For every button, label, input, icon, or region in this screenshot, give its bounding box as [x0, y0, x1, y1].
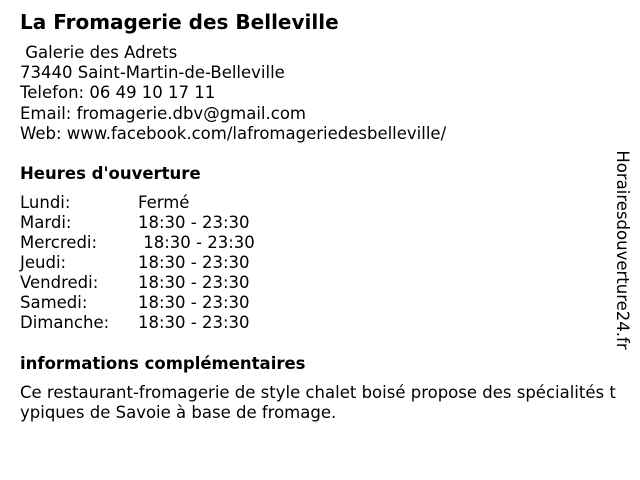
business-name: La Fromagerie des Belleville — [20, 10, 339, 34]
day-label: Mardi: — [20, 213, 72, 232]
address-line-1: Galerie des Adrets — [20, 43, 178, 62]
web-text: Web: www.facebook.com/lafromageriedesbelleville/ — [20, 123, 447, 143]
hours-heading: Heures d'ouverture — [20, 164, 201, 183]
time-value: 18:30 - 23:30 — [138, 233, 255, 252]
time-value: 18:30 - 23:30 — [138, 253, 250, 272]
day-label: Dimanche: — [20, 313, 110, 332]
address-line-2: 73440 Saint-Martin-de-Belleville — [20, 63, 285, 83]
contact-block — [20, 43, 446, 144]
time-value: Fermé — [138, 193, 190, 212]
time-value: 18:30 - 23:30 — [138, 273, 250, 292]
site-watermark: Horairesdouverture24.fr — [613, 150, 632, 350]
phone-text: Telefon: 06 49 10 17 11 — [20, 83, 216, 103]
day-label: Lundi: — [20, 193, 71, 212]
time-value: 18:30 - 23:30 — [138, 313, 250, 332]
email-text: Email: fromagerie.dbv@gmail.com — [20, 103, 307, 123]
time-value: 18:30 - 23:30 — [138, 293, 250, 312]
time-value: 18:30 - 23:30 — [138, 213, 250, 232]
info-description: Ce restaurant-fromagerie de style chalet boisé propose des spécialités typiques de Savoie à base de fromage. — [20, 383, 616, 422]
day-label: Mercredi: — [20, 233, 98, 252]
day-label: Vendredi: — [20, 273, 99, 292]
day-label: Samedi: — [20, 293, 88, 312]
day-label: Jeudi: — [20, 253, 67, 272]
info-heading: informations complémentaires — [20, 354, 306, 373]
